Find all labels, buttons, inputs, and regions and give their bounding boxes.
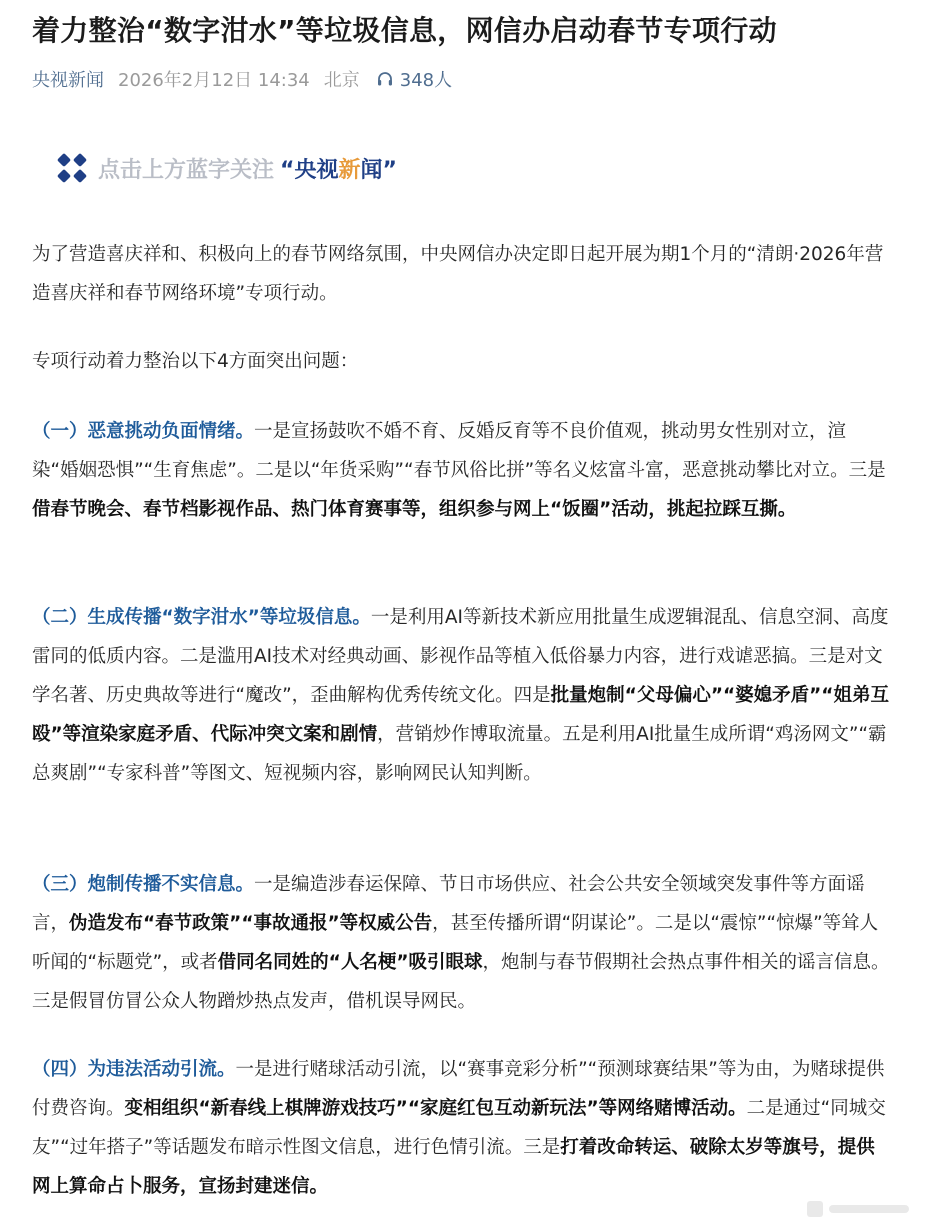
section-text: 一是宣扬鼓吹不婚不育、反婚反育等不良价值观，挑动男女性别对立，渲染“婚姻恐惧”“生育焦虑”。二是以“年货采购”“春节风俗比拼”等名义炫富斗富，恶意挑动攀比对立。三是 — [32, 421, 886, 481]
section-2 — [32, 598, 890, 793]
summary-paragraph: 专项行动着力整治以下4方面突出问题： — [32, 351, 359, 372]
section-text: ，炮制与春节假期社会热点事件相关的谣言信息。三是假冒仿冒公众人物蹭炒热点发声，借机误导网民。 — [32, 952, 890, 1012]
source-name[interactable]: 央视新闻 — [32, 70, 104, 91]
follow-prompt: 点击上方蓝字关注 — [98, 157, 275, 183]
article-title: 着力整治“数字泔水”等垃圾信息，网信办启动春节专项行动 — [32, 14, 777, 47]
headphone-icon — [376, 70, 394, 88]
section-4 — [32, 1050, 890, 1206]
cctv-news-logo-icon — [56, 152, 88, 184]
section-1 — [32, 412, 890, 529]
section-text: 一是进行赌球活动引流，以“赛事竞彩分析”“预测球赛结果”等为由，为赌球提供付费咨询。 — [32, 1059, 885, 1119]
section-heading: （三）炮制传播不实信息。 — [32, 874, 255, 895]
section-heading: （四）为违法活动引流。 — [32, 1059, 236, 1080]
section-text: 一是利用AI等新技术新应用批量生成逻辑混乱、信息空洞、高度雷同的低质内容。二是滥用AI技术对经典动画、影视作品等植入低俗暴力内容，进行戏谑恶搞。三是对文学名著、历史典故等进行“魔改”，歪曲解构优秀传统文化。四是 — [32, 607, 889, 706]
section-bold-text: 借同名同姓的“人名梗”吸引眼球 — [217, 952, 483, 973]
section-text: 一是编造涉春运保障、节日市场供应、社会公共安全领域突发事件等方面谣言， — [32, 874, 865, 934]
section-bold-text: 借春节晚会、春节档影视作品、热门体育赛事等，组织参与网上“饭圈”活动，挑起拉踩互撕。 — [32, 499, 797, 520]
section-bold-text: 批量炮制“父母偏心”“婆媳矛盾”“姐弟互殴”等渲染家庭矛盾、代际冲突文案和剧情 — [32, 685, 889, 745]
section-bold-text: 打着改命转运、破除太岁等旗号，提供网上算命占卜服务，宣扬封建迷信。 — [32, 1137, 875, 1197]
section-text: ，营销炒作博取流量。五是利用AI批量生成所谓“鸡汤网文”“霸总爽剧”“专家科普”等图文、短视频内容，影响网民认知判断。 — [32, 724, 887, 784]
section-bold-text: 变相组织“新春线上棋牌游戏技巧”“家庭红包互动新玩法”等网络赌博活动。 — [124, 1098, 747, 1119]
intro-paragraph: 为了营造喜庆祥和、积极向上的春节网络氛围，中央网信办决定即日起开展为期1个月的“清朗·2026年营造喜庆祥和春节网络环境”专项行动。 — [32, 244, 884, 304]
section-heading: （二）生成传播“数字泔水”等垃圾信息。 — [32, 607, 371, 628]
section-text: 二是通过“同城交友”“过年搭子”等话题发布暗示性图文信息，进行色情引流。三是 — [32, 1098, 886, 1158]
brand-highlight: 新 — [338, 157, 361, 183]
publish-date: 2026年2月12日 14:34 — [118, 70, 310, 91]
section-text: ，甚至传播所谓“阴谋论”。二是以“震惊”“惊爆”等耸人听闻的“标题党”，或者 — [32, 913, 879, 973]
listen-button[interactable] — [376, 66, 452, 92]
follow-banner[interactable] — [56, 150, 397, 186]
brand-open: “央视 — [280, 157, 339, 183]
watermark-icon — [805, 1197, 915, 1221]
listener-count: 348人 — [399, 70, 453, 91]
brand-close: 闻” — [360, 157, 397, 183]
section-3 — [32, 865, 890, 1021]
section-bold-text: 伪造发布“春节政策”“事故通报”等权威公告 — [69, 913, 433, 934]
section-heading: （一）恶意挑动负面情绪。 — [32, 421, 255, 442]
publish-location: 北京 — [323, 70, 360, 91]
article-meta — [32, 66, 452, 92]
